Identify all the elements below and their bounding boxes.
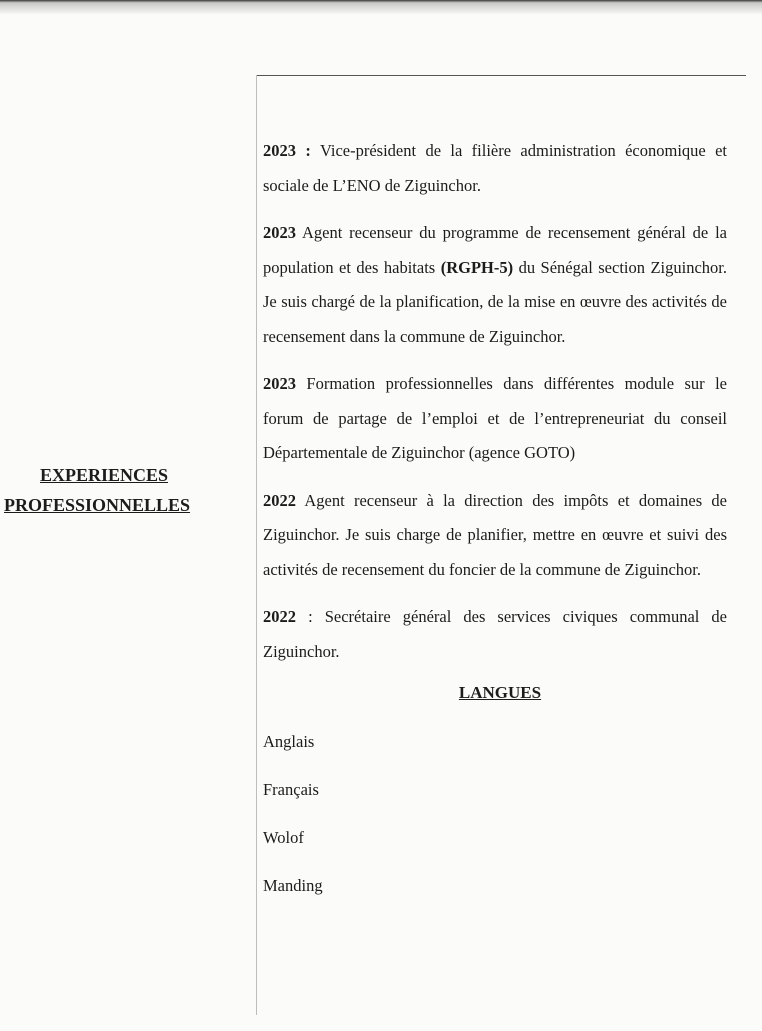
languages-heading: LANGUES bbox=[458, 683, 542, 702]
experience-text-continued: du Sénégal section Ziguinchor. Je suis chargé de la planification, de la mise en œuvre des activités de recensement dans la commune de Ziguinchor. bbox=[263, 257, 727, 346]
experience-acronym: (RGPH-5) bbox=[440, 257, 514, 277]
language-item: Anglais bbox=[263, 732, 315, 751]
experience-entry bbox=[263, 367, 727, 471]
experience-text: Formation professionnelles dans différentes module sur le forum de partage de l’emploi et de l’entrepreneuriat du conseil Départementale de Ziguinchor (agence GOTO) bbox=[263, 374, 727, 462]
experience-text: Vice-président de la filière administration économique et sociale de L’ENO de Ziguinchor. bbox=[263, 141, 728, 195]
scan-top-edge bbox=[0, 0, 762, 14]
experience-year: 2022 bbox=[263, 607, 296, 626]
experience-text: : Secrétaire général des services civiques communal de Ziguinchor. bbox=[263, 607, 727, 661]
experience-entry bbox=[263, 134, 727, 203]
experiences-heading-line2: PROFESSIONNELLES bbox=[3, 495, 191, 515]
experiences-heading bbox=[0, 460, 208, 520]
language-item: Français bbox=[263, 780, 319, 799]
column-divider bbox=[256, 75, 257, 1015]
experience-entry bbox=[263, 216, 727, 354]
experience-entry bbox=[263, 600, 727, 669]
experience-year: 2023 : bbox=[263, 141, 311, 160]
experiences-heading-line1: EXPERIENCES bbox=[39, 465, 169, 485]
experience-year: 2022 bbox=[263, 490, 296, 510]
experience-column bbox=[263, 134, 727, 923]
language-item: Manding bbox=[263, 876, 323, 895]
header-rule bbox=[256, 75, 746, 76]
experience-year: 2023 bbox=[263, 374, 296, 393]
experience-entry bbox=[263, 484, 727, 588]
experience-text: Agent recenseur du programme de recensement général de la population et des habitats bbox=[263, 223, 727, 277]
language-item: Wolof bbox=[263, 828, 304, 847]
experience-year: 2023 bbox=[263, 223, 296, 242]
experience-text: Agent recenseur à la direction des impôts et domaines de Ziguinchor. Je suis charge de planifier, mettre en œuvre et suivi des activités de recensement du foncier de la commune de Ziguinchor. bbox=[263, 490, 727, 579]
